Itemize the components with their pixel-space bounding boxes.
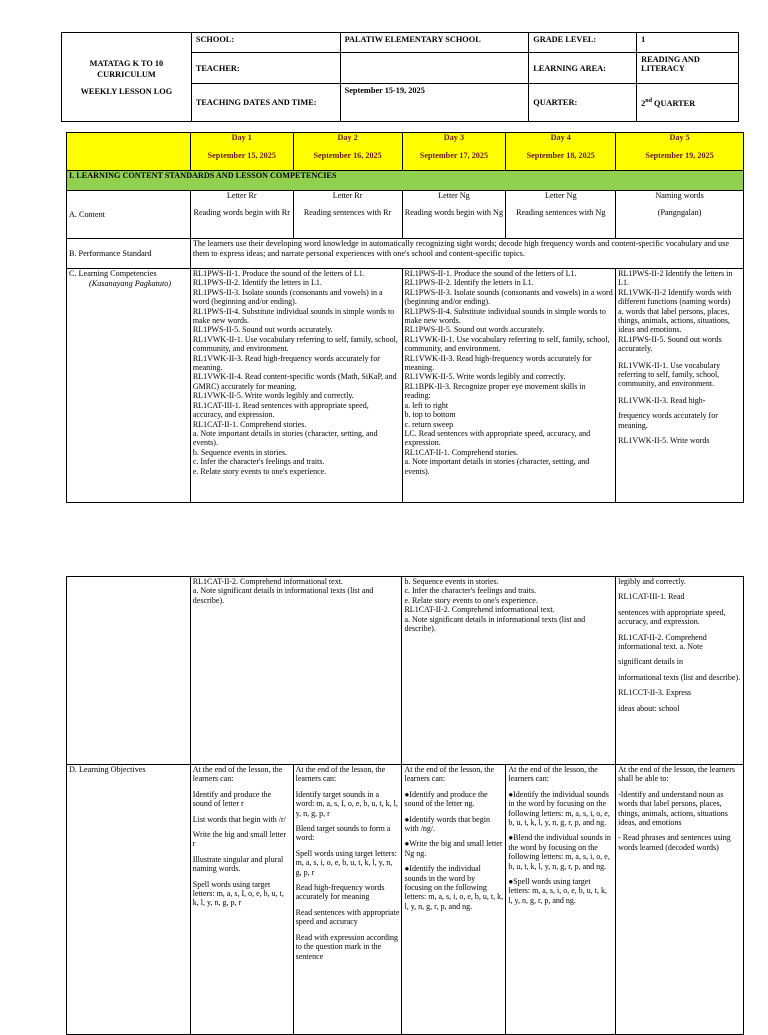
objectives-day-1: At the end of the lesson, the learners can: Identify and produce the sound of letter r List words that begin with /r/ Write the big and small letter r Illustrate singular and plural naming words. Spell words using target letters: m, a, s, I, o, e, b, u, t, k, l, y, n, g, p, r <box>190 765 293 1035</box>
continued-label-cell <box>67 577 191 765</box>
quarter-value: 2nd QUARTER <box>637 84 739 122</box>
lesson-log-table <box>66 132 744 503</box>
continued-day-5: legibly and correctly. RL1CAT-III-1. Read sentences with appropriate speed, accuracy, and expression. RL1CAT-II-2. Comprehend informational text. a. Note significant details in informational texts (list and describe). RL1CCT-II-3. Express ideas about: school <box>616 577 744 765</box>
continued-day-3-4: b. Sequence events in stories. c. Infer the character's feelings and traits. e. Relate story events to one's experience. RL1CAT-II-2. Comprehend informational text. a. Note significant details in informational texts (list and describe). <box>402 577 616 765</box>
day-2-header: Day 2 September 16, 2025 <box>293 133 402 171</box>
area-value: READING AND LITERACY <box>637 53 739 84</box>
day-3-header: Day 3 September 17, 2025 <box>402 133 506 171</box>
continued-day-1-2: RL1CAT-II-2. Comprehend informational text. a. Note significant details in informational texts (list and describe). <box>190 577 402 765</box>
competencies-label: C. Learning Competencies <box>69 269 157 278</box>
content-label: A. Content <box>67 191 191 239</box>
header-table <box>61 32 739 122</box>
day-5-header: Day 5 September 19, 2025 <box>616 133 744 171</box>
content-day-5: Naming words (Pangngalan) <box>616 191 744 239</box>
curriculum-line-1: MATATAG K TO 10 <box>89 58 164 68</box>
objectives-day-2: At the end of the lesson, the learners can: Identify target sounds in a word: m, a, s, I, o, e, b, u, t, k, l, y, n, g, p, r Blend target sounds to form a word: Spell words using target letters: m, a, s, i, o, e, b, u, t, k, l, y, n, g, p, r Read high-frequency words accurately for meaning Read sentences with appropriate speed and accuracy Read with expression according to the question mark in the sentence <box>293 765 402 1035</box>
section-1-title: I. LEARNING CONTENT STANDARDS AND LESSON COMPETENCIES <box>67 171 744 191</box>
content-day-4: Letter Ng Reading sentences with Ng <box>506 191 616 239</box>
objectives-day-4: At the end of the lesson, the learners can: ●Identify the individual sounds in the word by focusing on the following letters: m, a, s, i, o, e, b, u, t, k, l, y, n, g, r, p, and ng. ●Blend the individual sounds in the word by focusing on the following letters: m, a, s, i, o, e, b, u, t, k, l, y, n, g, r, p, and ng. ●Spell words using target letters: m, a, s, i, o, e, b, u, t, k, l, y, n, g, r, p, and ng. <box>506 765 616 1035</box>
content-day-3: Letter Ng Reading words begin with Ng <box>402 191 506 239</box>
objectives-label: D. Learning Objectives <box>67 765 191 1035</box>
school-value: PALATIW ELEMENTARY SCHOOL <box>340 33 529 53</box>
day-1-header: Day 1 September 15, 2025 <box>190 133 293 171</box>
blank-corner-cell <box>67 133 191 171</box>
competencies-label-cell <box>67 269 191 503</box>
school-label: SCHOOL: <box>191 33 340 53</box>
competencies-day-1-2: RL1PWS-II-1. Produce the sound of the letters of L1. RL1PWS-II-2. Identify the letters in L1. RL1PWS-II-3. Isolate sounds (consonants and vowels) in a word (beginning and/or ending). RL1PWS-II-4. Substitute individual sounds in simple words to make new words. RL1PWS-II-5. Sound out words accurately. RL1VWK-II-1. Use vocabulary referring to self, family, school, community, and environment. RL1VWK-II-3. Read high-frequency words accurately for meaning. RL1VWK-II-4. Read content-specific words (Math, SiKaP, and GMRC) accurately for meaning. RL1VWK-II-5. Write words legibly and correctly. RL1CAT-III-1. Read sentences with appropriate speed, accuracy, and expression. RL1CAT-II-1. Comprehend stories. a. Note important details in stories (character, setting, and events). b. Sequence events in stories. c. Infer the character's feelings and traits. e. Relate story events to one's experience. <box>190 269 402 503</box>
grade-value: 1 <box>637 33 739 53</box>
curriculum-cell <box>62 33 192 122</box>
objectives-day-3: At the end of the lesson, the learners can: ●Identify and produce the sound of the letter ng. ●Identify words that begin with /ng/. ●Write the big and small letter Ng ng. ●Identify the individual sounds in the word by focusing on the following letters: m, a, s, i, o, e, b, u, t, k, l, y, n, g, r, p, and ng. <box>402 765 506 1035</box>
log-title: WEEKLY LESSON LOG <box>80 86 173 96</box>
area-label: LEARNING AREA: <box>529 53 637 84</box>
curriculum-line-2: CURRICULUM <box>97 69 156 79</box>
lesson-log-table-continued <box>66 576 744 1035</box>
dates-label: TEACHING DATES AND TIME: <box>191 84 340 122</box>
competencies-day-5: RL1PWS-II-2 Identify the letters in L1. RL1VWK-II-2 Identify words with different functions (naming words) a. words that label persons, places, things, animals, actions, situations, ideas and emotions. RL1PWS-II-5. Sound out words accurately. RL1VWK-II-1. Use vocabulary referring to self, family, school, community, and environment. RL1VWK-II-3. Read high- frequency words accurately for meaning. RL1VWK-II-5. Write words <box>616 269 744 503</box>
competencies-day-3-4: RL1PWS-II-1. Produce the sound of the letters of L1. RL1PWS-II-2. Identify the letters in L1. RL1PWS-II-3. Isolate sounds (consonants and vowels) in a word (beginning and/or ending). RL1PWS-II-4. Substitute individual sounds in simple words to make new words. RL1PWS-II-5. Sound out words accurately. RL1VWK-II-1. Use vocabulary referring to self, family, school, community, and environment. RL1VWK-II-3. Read high-frequency words accurately for meaning. RL1VWK-II-5. Write words legibly and correctly. RL1BPK-II-3. Recognize proper eye movement skills in reading: a. left to right b. top to bottom c. return sweep LC. Read sentences with appropriate speed, accuracy, and expression. RL1CAT-II-1. Comprehend stories. a. Note important details in stories (character, setting, and events). <box>402 269 616 503</box>
quarter-label: QUARTER: <box>529 84 637 122</box>
teacher-label: TEACHER: <box>191 53 340 84</box>
day-4-header: Day 4 September 18, 2025 <box>506 133 616 171</box>
content-day-1: Letter Rr Reading words begin with Rr <box>190 191 293 239</box>
teacher-value <box>340 53 529 84</box>
performance-text: The learners use their developing word knowledge in automatically recognizing sight words; decode high frequency words and content-specific vocabulary and use them to express ideas; and narrate personal experiences with one's school and content-specific topics. <box>190 239 743 269</box>
competencies-label-sub: (Kasanayang Pagkatuto) <box>89 278 172 288</box>
performance-label: B. Performance Standard <box>67 239 191 269</box>
grade-label: GRADE LEVEL: <box>529 33 637 53</box>
objectives-day-5: At the end of the lesson, the learners shall be able to: -Identify and understand noun as words that label persons, places, things, animals, actions, situations ideas, and emotions - Read phrases and sentences using words learned (decoded words) <box>616 765 744 1035</box>
content-day-2: Letter Rr Reading sentences with Rr <box>293 191 402 239</box>
dates-value: September 15-19, 2025 <box>340 84 529 122</box>
